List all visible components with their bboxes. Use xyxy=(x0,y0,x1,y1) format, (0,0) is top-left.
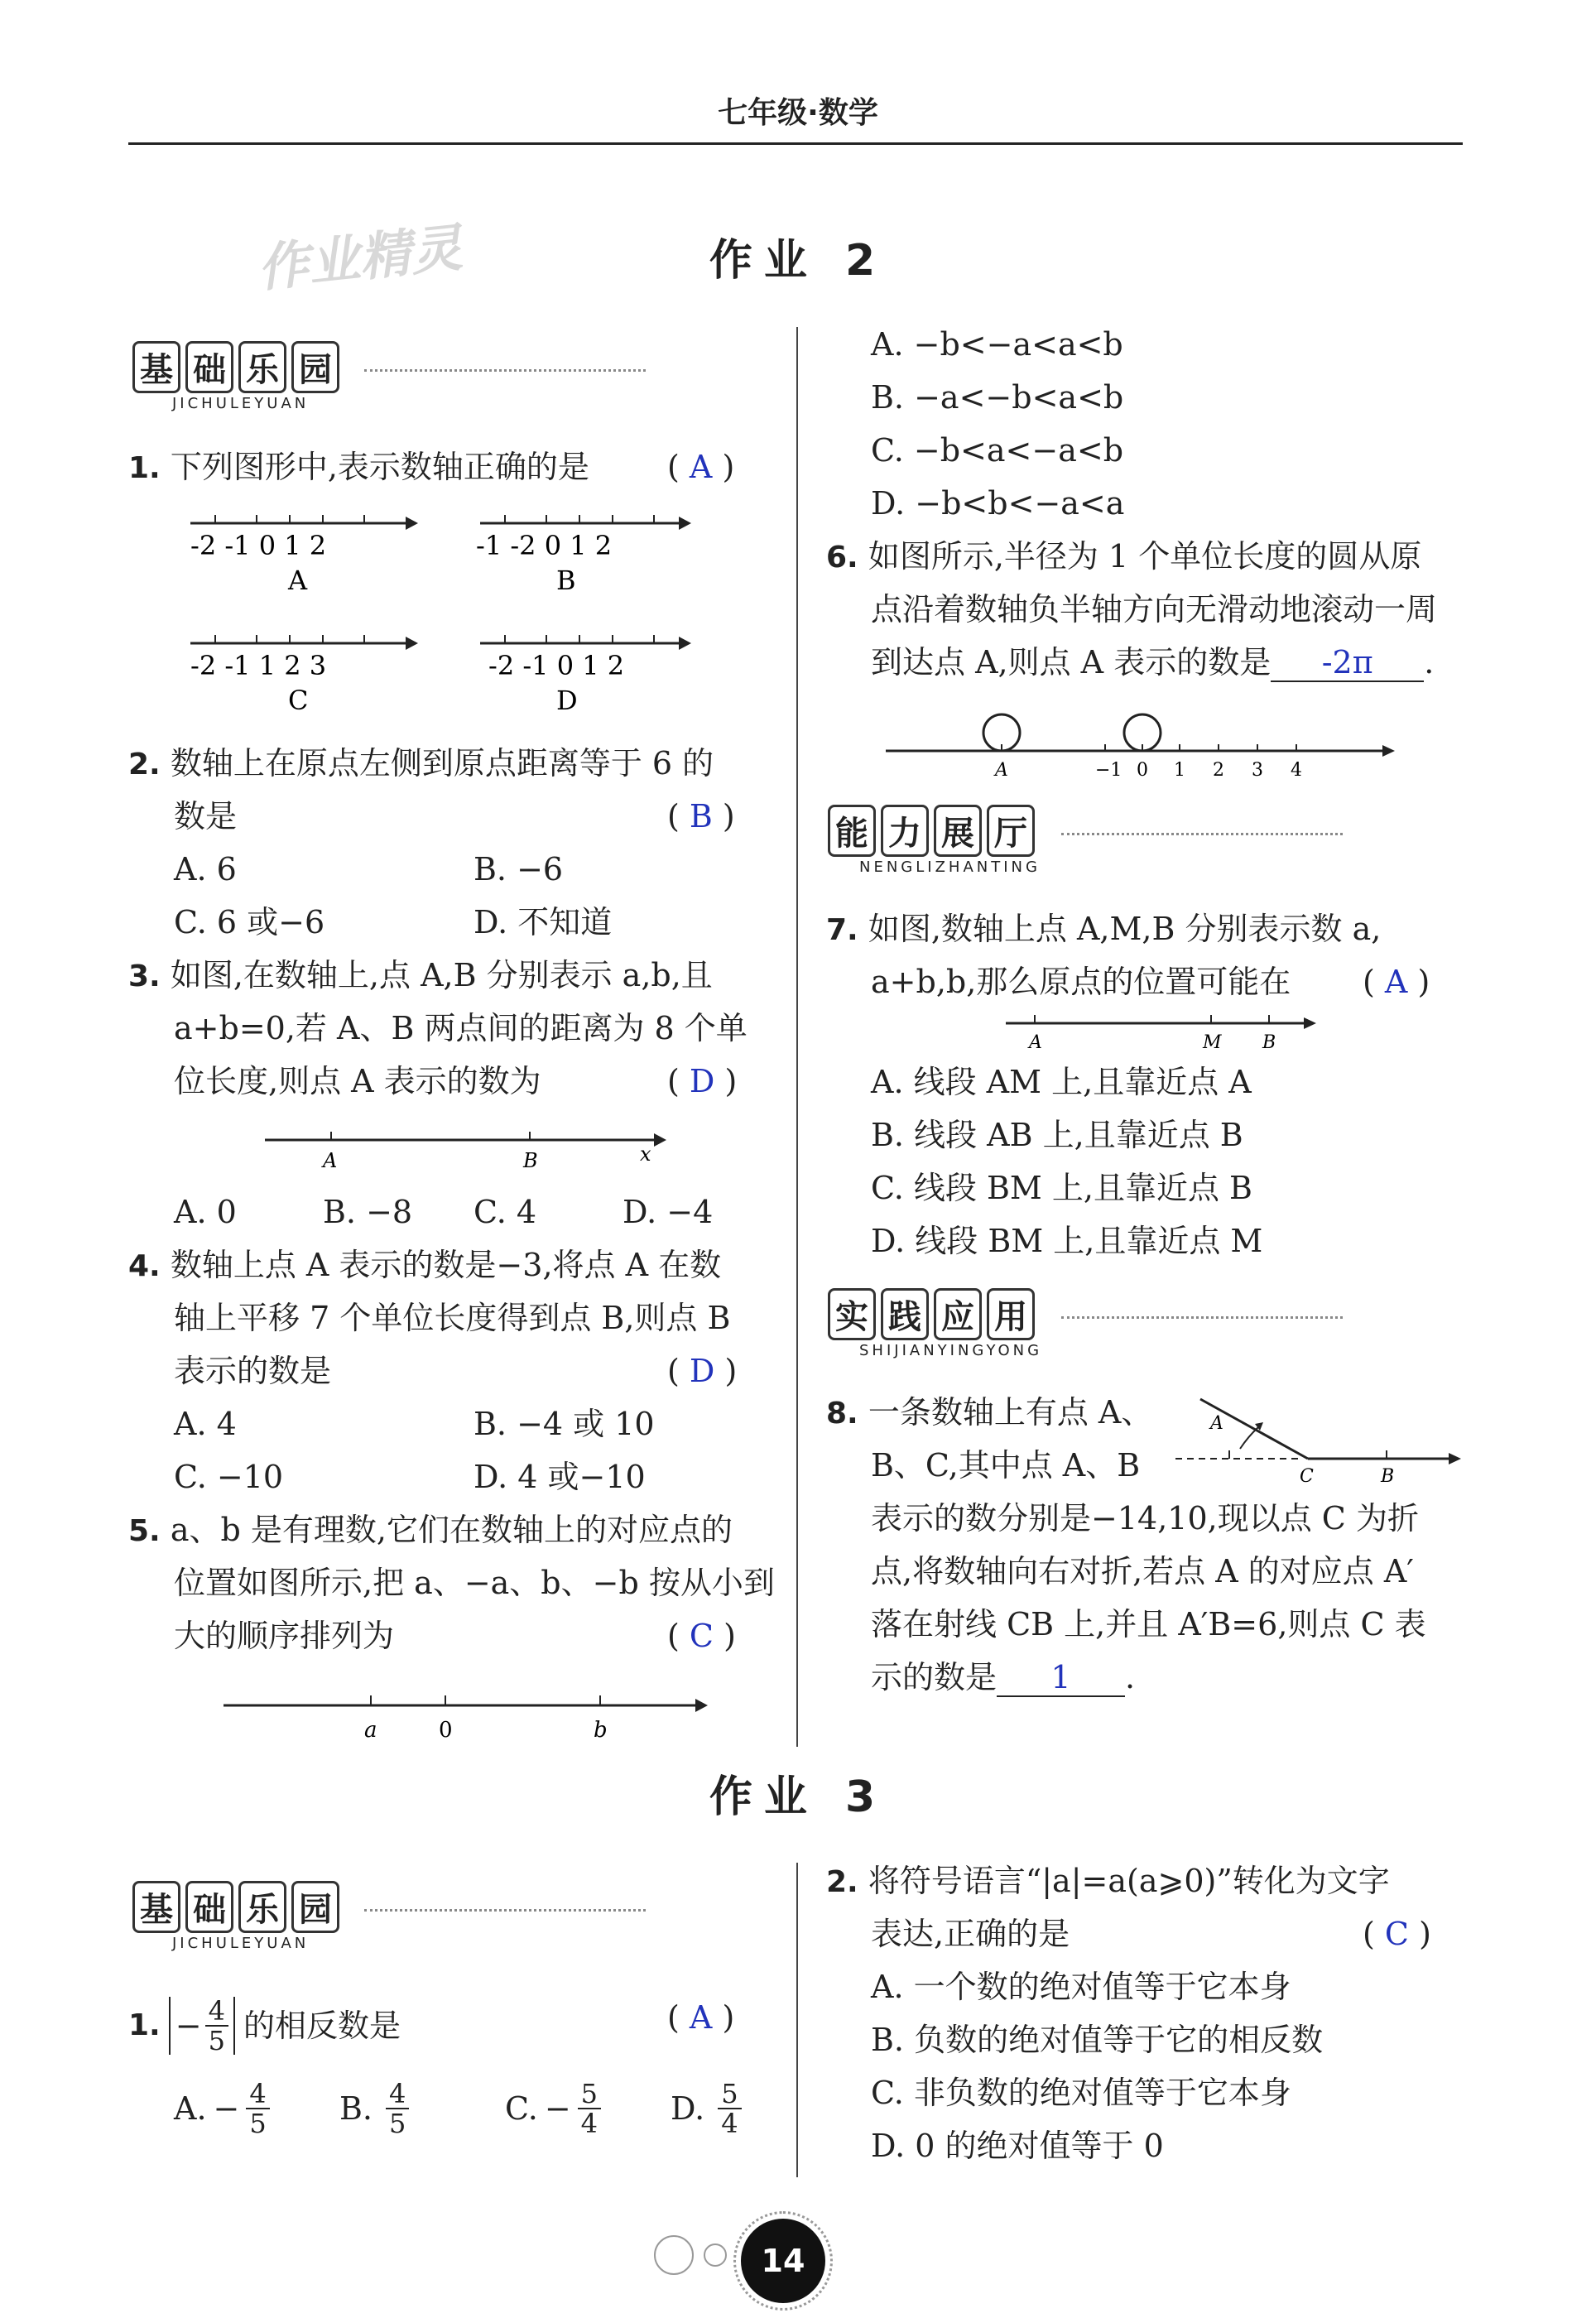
q4-answer: D xyxy=(689,1353,715,1389)
q1-answer: A xyxy=(689,449,713,485)
q4-option-c: C. −10 xyxy=(174,1459,284,1495)
q4-option-a: A. 4 xyxy=(174,1406,237,1442)
q8-line5: 落在射线 CB 上,并且 A′B=6,则点 C 表 xyxy=(871,1606,1426,1642)
q3-line1: 3. 如图,在数轴上,点 A,B 分别表示 a,b,且 xyxy=(128,957,713,993)
q6-tick-3: 1 xyxy=(1174,760,1185,781)
column-divider xyxy=(796,1863,798,2177)
q3-option-a: A. 0 xyxy=(174,1194,237,1230)
page-number: 14 xyxy=(741,2219,825,2303)
q5-label-zero: 0 xyxy=(439,1718,453,1743)
q8-line6: 示的数是 1 . xyxy=(871,1659,1136,1695)
q4-line3: 表示的数是 xyxy=(174,1353,332,1389)
hw3-q1-option-d: D. $\frac{5}{4}$ xyxy=(671,2080,742,2138)
q7-line1: 7. 如图,数轴上点 A,M,B 分别表示数 a, xyxy=(826,911,1382,947)
section-pinyin: JICHULEYUAN xyxy=(172,395,310,412)
q4-line1: 4. 数轴上点 A 表示的数是−3,将点 A 在数 xyxy=(128,1247,722,1283)
hw3-q1-option-c: C. − $\frac{5}{4}$ xyxy=(505,2080,601,2138)
q2-answer: B xyxy=(689,798,713,834)
q6-tick-1: −1 xyxy=(1095,760,1122,781)
q3-answer: D xyxy=(689,1063,715,1099)
section-dotted-line xyxy=(1061,1316,1343,1319)
section-header-practice xyxy=(828,1288,1042,1359)
section-header-basic xyxy=(132,341,339,412)
q5-option-c: C. −b<a<−a<b xyxy=(871,432,1124,469)
q1-answer-bracket: ( A ) xyxy=(667,449,735,485)
q1-axis-a-caption: A xyxy=(288,565,308,596)
hw3-q2-option-b: B. 负数的绝对值等于它的相反数 xyxy=(871,2022,1324,2058)
section-header-ability xyxy=(828,805,1041,876)
q3-line3: 位长度,则点 A 表示的数为 xyxy=(174,1063,541,1099)
q5-line2: 位置如图所示,把 a、−a、b、−b 按从小到 xyxy=(174,1565,775,1601)
q5-option-d: D. −b<b<−a<a xyxy=(871,485,1125,522)
q8-figure xyxy=(1175,1391,1473,1490)
column-divider xyxy=(796,327,798,1747)
q7-label-a: A xyxy=(1029,1032,1042,1053)
section-header-basic-hw3 xyxy=(132,1881,339,1952)
q5-label-a: a xyxy=(364,1718,377,1743)
q2-option-c: C. 6 或−6 xyxy=(174,904,325,940)
q6-line3: 到达点 A,则点 A 表示的数是 -2π . xyxy=(871,644,1435,680)
q3-label-a: A xyxy=(323,1149,338,1172)
hw3-q2-option-a: A. 一个数的绝对值等于它本身 xyxy=(871,1969,1291,2005)
footer-decoration xyxy=(704,2243,727,2267)
q1-axis-a xyxy=(190,515,418,596)
q2-line2: 数是 xyxy=(174,798,238,834)
q7-answer-bracket: ( A ) xyxy=(1363,964,1430,1000)
header-rule xyxy=(128,142,1463,145)
hw3-q2-answer-bracket: ( C ) xyxy=(1363,1916,1431,1952)
q1-axis-c-ticks: -2 -1 1 2 3 xyxy=(190,650,327,681)
q6-tick-2: 0 xyxy=(1137,760,1148,781)
q6-figure xyxy=(886,708,1416,782)
section-label-basic: 基 础 乐 园 xyxy=(132,1881,339,1933)
q8-line1: 8. 一条数轴上有点 A、 xyxy=(826,1394,1153,1431)
q5-option-a: A. −b<−a<a<b xyxy=(871,326,1123,363)
q4-line2: 轴上平移 7 个单位长度得到点 B,则点 B xyxy=(174,1300,731,1336)
hw3-q1-option-a: A. − $\frac{4}{5}$ xyxy=(174,2080,270,2138)
q1-axis-a-ticks: -2 -1 0 1 2 xyxy=(190,530,327,561)
q4-answer-bracket: ( D ) xyxy=(667,1353,738,1389)
section-dotted-line xyxy=(1061,833,1343,835)
hw3-q1: 1. − $\frac{4}{5}$ 的相反数是 xyxy=(128,1995,401,2056)
q3-answer-bracket: ( D ) xyxy=(667,1063,738,1099)
q4-option-b: B. −4 或 10 xyxy=(474,1406,655,1442)
q6-line1: 6. 如图所示,半径为 1 个单位长度的圆从原 xyxy=(826,538,1422,575)
q7-label-b: B xyxy=(1262,1032,1276,1053)
section-label-ability: 能 力 展 厅 xyxy=(828,805,1041,857)
homework-2-title: 作业 2 xyxy=(709,236,887,286)
q2-option-a: A. 6 xyxy=(174,851,237,887)
q7-figure xyxy=(1006,1012,1329,1053)
q5-label-b: b xyxy=(594,1718,608,1743)
q3-option-d: D. −4 xyxy=(623,1194,714,1230)
q2-answer-bracket: ( B ) xyxy=(667,798,735,834)
q3-figure xyxy=(265,1128,679,1177)
hw3-q1-answer-bracket: ( A ) xyxy=(667,1999,735,2036)
section-pinyin: SHIJIANYINGYONG xyxy=(859,1342,1043,1359)
q6-tick-6: 4 xyxy=(1291,760,1302,781)
q1-axis-c xyxy=(190,635,418,716)
q3-label-x: x xyxy=(640,1142,651,1166)
section-dotted-line xyxy=(364,369,646,372)
q5-line1: 5. a、b 是有理数,它们在数轴上的对应点的 xyxy=(128,1512,733,1548)
q2-line1: 2. 数轴上在原点左侧到原点距离等于 6 的 xyxy=(128,745,714,781)
q1-axis-b-caption: B xyxy=(556,565,576,596)
page-header-title: 七年级·数学 xyxy=(718,96,878,130)
hw3-q1-option-b: B. $\frac{4}{5}$ xyxy=(339,2080,409,2138)
q5-answer-bracket: ( C ) xyxy=(667,1618,736,1654)
hw3-q2-line1: 2. 将符号语言“|a|=a(a⩾0)”转化为文字 xyxy=(826,1863,1390,1899)
q8-line2: B、C,其中点 A、B xyxy=(871,1447,1141,1484)
q1-figure xyxy=(166,507,712,730)
q7-option-a: A. 线段 AM 上,且靠近点 A xyxy=(871,1064,1252,1100)
section-label-practice: 实 践 应 用 xyxy=(828,1288,1042,1340)
q6-answer: -2π xyxy=(1321,644,1373,680)
q7-answer: A xyxy=(1384,964,1408,1000)
q6-line2: 点沿着数轴负半轴方向无滑动地滚动一周 xyxy=(871,591,1438,628)
q6-tick-4: 2 xyxy=(1213,760,1224,781)
q8-answer: 1 xyxy=(1050,1659,1071,1695)
q2-option-b: B. −6 xyxy=(474,851,564,887)
q7-line2: a+b,b,那么原点的位置可能在 xyxy=(871,964,1291,1000)
hw3-q2-line2: 表达,正确的是 xyxy=(871,1916,1070,1952)
q8-line3: 表示的数分别是−14,10,现以点 C 为折 xyxy=(871,1500,1419,1537)
q6-tick-5: 3 xyxy=(1252,760,1263,781)
q1-axis-d xyxy=(480,635,691,716)
q3-option-b: B. −8 xyxy=(323,1194,413,1230)
q7-option-b: B. 线段 AB 上,且靠近点 B xyxy=(871,1117,1243,1153)
q1-axis-d-caption: D xyxy=(556,685,578,716)
footer-decoration xyxy=(654,2235,694,2275)
q5-line3: 大的顺序排列为 xyxy=(174,1618,395,1654)
q1-axis-d-ticks: -2 -1 0 1 2 xyxy=(488,650,625,681)
q3-line2: a+b=0,若 A、B 两点间的距离为 8 个单 xyxy=(174,1010,748,1046)
q1-axis-b-ticks: -1 -2 0 1 2 xyxy=(476,530,613,561)
q8-label-a: A xyxy=(1210,1413,1223,1434)
q5-answer: C xyxy=(689,1618,714,1654)
q8-label-c: C xyxy=(1300,1466,1314,1487)
hw3-q2-option-d: D. 0 的绝对值等于 0 xyxy=(871,2128,1164,2164)
q7-label-m: M xyxy=(1203,1032,1222,1053)
hw3-q2-option-c: C. 非负数的绝对值等于它本身 xyxy=(871,2075,1291,2111)
q1-axis-b xyxy=(476,515,691,596)
q3-label-b: B xyxy=(523,1149,538,1172)
q3-option-c: C. 4 xyxy=(474,1194,537,1230)
section-dotted-line xyxy=(364,1909,646,1912)
q2-option-d: D. 不知道 xyxy=(474,904,613,940)
q4-option-d: D. 4 或−10 xyxy=(474,1459,646,1495)
q7-option-c: C. 线段 BM 上,且靠近点 B xyxy=(871,1170,1252,1206)
q5-option-b: B. −a<−b<a<b xyxy=(871,379,1124,416)
q7-option-d: D. 线段 BM 上,且靠近点 M xyxy=(871,1223,1263,1259)
q8-line4: 点,将数轴向右对折,若点 A 的对应点 A′ xyxy=(871,1553,1414,1589)
q1-text: 1. 下列图形中,表示数轴正确的是 xyxy=(128,449,589,485)
q1-axis-c-caption: C xyxy=(288,685,309,716)
section-label-basic: 基 础 乐 园 xyxy=(132,341,339,393)
q8-label-b: B xyxy=(1381,1466,1395,1487)
hw3-q2-answer: C xyxy=(1384,1916,1409,1952)
q6-label-a: A xyxy=(995,760,1008,781)
hw3-q1-fraction: $\frac{4}{5}$ xyxy=(205,1997,228,2055)
watermark: 作业精灵 xyxy=(254,217,465,299)
section-pinyin: JICHULEYUAN xyxy=(172,1935,310,1952)
q5-figure xyxy=(224,1689,720,1747)
homework-3-title: 作业 3 xyxy=(709,1772,887,1822)
section-pinyin: NENGLIZHANTING xyxy=(859,858,1041,876)
hw3-q1-answer: A xyxy=(689,1999,713,2036)
